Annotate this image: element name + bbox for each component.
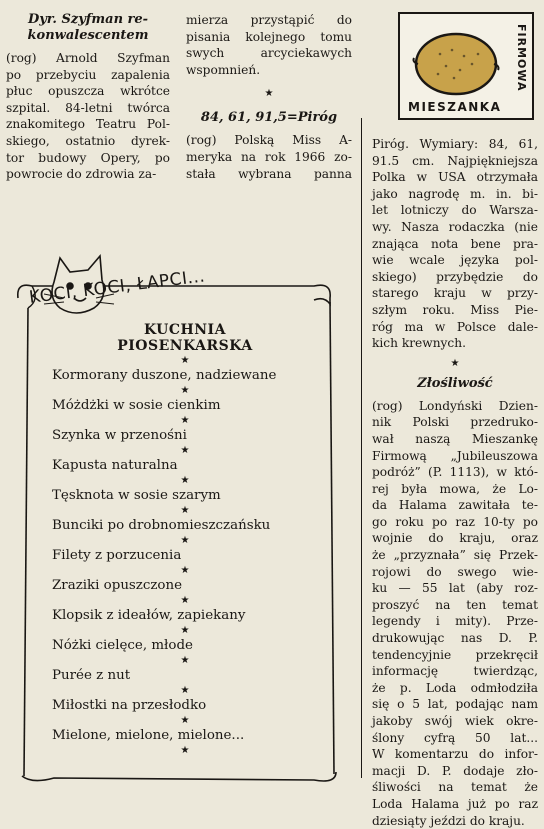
article-szyfman-body xyxy=(6,50,170,183)
text-line: skiego) przybędzie do xyxy=(372,269,538,284)
text-line: ślony cyfrą 50 lat... xyxy=(372,730,538,745)
text-line: róg ma w Polsce dale- xyxy=(372,319,538,334)
text-line: pisania kolejnego tomu xyxy=(186,29,352,44)
text-line: go roku po raz 10-ty po xyxy=(372,514,538,529)
menu-title: KUCHNIA PIOSENKARSKA xyxy=(117,322,253,354)
article-pierog-continued xyxy=(372,136,538,352)
text-line: powrocie do zdrowia za- xyxy=(6,167,157,182)
separator-star: ★ xyxy=(450,357,460,369)
text-line: Piróg. Wymiary: 84, 61, xyxy=(372,137,538,151)
text-line: mierza przystąpić do xyxy=(186,13,352,27)
menu-star: ★ xyxy=(180,445,190,456)
text-line: stała wybrana panna xyxy=(186,166,352,181)
text-line: swych arcyciekawych xyxy=(186,46,352,61)
menu-item: Bunciki po drobnomieszczańsku xyxy=(52,518,271,533)
menu-kuchnia-piosenkarska xyxy=(40,322,330,757)
text-line: szłym roku. Miss Pie- xyxy=(372,302,538,317)
menu-star: ★ xyxy=(180,505,190,516)
column-rule xyxy=(361,118,362,778)
text-line: let lotniczy do Warsza- xyxy=(372,203,538,218)
article-zlosliwosc-body xyxy=(372,398,538,829)
text-line: płuc opuszcza wkrótce xyxy=(6,84,170,99)
text-line: podróż” (P. 1113), w któ- xyxy=(372,465,538,480)
text-line: kich krewnych. xyxy=(372,336,466,351)
text-line: 91.5 cm. Najpiękniejsza xyxy=(372,153,538,168)
text-line: (rog) Londyński Dzien- xyxy=(372,398,538,413)
text-line: macji D. P. dodaje zło- xyxy=(372,763,538,778)
text-line: informację twierdząc, xyxy=(372,664,538,679)
menu-star: ★ xyxy=(180,745,190,756)
article-column-3 xyxy=(372,136,538,829)
text-line: Polka w USA otrzymała xyxy=(372,170,538,185)
text-line: jakoby swój wiek okre- xyxy=(372,714,538,728)
text-line: że „przyznała” się Przek- xyxy=(372,548,538,563)
menu-star: ★ xyxy=(180,715,190,726)
text-line: (rog) Arnold Szyfman xyxy=(6,51,170,65)
text-line: po przebyciu zapalenia xyxy=(6,67,170,82)
menu-star: ★ xyxy=(180,625,190,636)
text-line: rej była mowa, że Lo- xyxy=(372,481,538,496)
article-szyfman-continued xyxy=(186,12,352,78)
text-line: się o 5 lat, podając nam xyxy=(372,697,538,712)
text-line: Firmową „Jubileuszowa xyxy=(372,448,538,463)
text-line: wy. Nasza rodaczka (nie xyxy=(372,219,538,234)
article-szyfman xyxy=(6,12,170,183)
text-line: ku — 55 lat (aby roz- xyxy=(372,581,538,596)
separator-star: ★ xyxy=(264,88,274,100)
menu-item: Filety z porzucenia xyxy=(52,548,182,563)
text-line: wał naszą Mieszankę xyxy=(372,431,538,446)
menu-item: Nóżki cielęce, młode xyxy=(52,638,193,653)
menu-star: ★ xyxy=(180,355,190,366)
headline-szyfman: Dyr. Szyfman re- konwalescentem xyxy=(27,12,149,43)
text-line: (rog) Polską Miss A- xyxy=(186,133,352,148)
menu-item: Miłostki na przesłodko xyxy=(52,698,207,713)
menu-star: ★ xyxy=(180,685,190,696)
text-line: proszyć na ten temat xyxy=(372,597,538,612)
text-line: drukowując nas D. P. xyxy=(372,631,538,646)
text-line: W komentarzu do infor- xyxy=(372,747,538,762)
menu-item: Tęsknota w sosie szarym xyxy=(52,488,221,503)
logo-word-mieszanka: MIESZANKA xyxy=(408,100,502,114)
text-line: śliwości na temat że xyxy=(372,780,538,795)
menu-star: ★ xyxy=(180,415,190,426)
text-line: znająca nota bene pra- xyxy=(372,236,538,251)
menu-item: Kapusta naturalna xyxy=(52,458,178,473)
text-line: szpital. 84-letni twórca xyxy=(6,100,170,115)
headline-zlosliwosc: Złośliwość xyxy=(417,375,493,391)
menu-item: Purée z nut xyxy=(52,668,131,683)
article-column-2 xyxy=(186,12,352,182)
logo-word-firmowa: FIRMOWA xyxy=(515,24,528,92)
text-line: wojnie do kraju, oraz xyxy=(372,531,538,546)
text-line: meryka na rok 1966 zo- xyxy=(186,149,352,164)
text-line: jako nagrodę m. in. bi- xyxy=(372,186,538,201)
text-line: skiego, ostatnio dyrek- xyxy=(6,133,170,148)
menu-item: Szynka w przenośni xyxy=(52,428,187,443)
menu-star: ★ xyxy=(180,385,190,396)
text-line: tor budowy Opery, po xyxy=(6,150,170,165)
menu-item: Zraziki opuszczone xyxy=(52,578,183,593)
menu-items xyxy=(40,354,330,757)
text-line: Loda Halama już po raz xyxy=(372,796,538,811)
menu-star: ★ xyxy=(180,655,190,666)
menu-item: Kormorany duszone, nadziewane xyxy=(52,368,277,383)
text-line: wie wcale języka pol- xyxy=(372,253,538,268)
menu-star: ★ xyxy=(180,535,190,546)
text-line: rojowi do swego wie- xyxy=(372,564,538,579)
text-line: dziesiąty jeździ do kraju. xyxy=(372,813,525,828)
text-line: wspomnień. xyxy=(186,62,261,77)
article-pierog-body xyxy=(186,132,352,182)
menu-star: ★ xyxy=(180,565,190,576)
headline-pierog: 84, 61, 91,5=Piróg xyxy=(200,110,338,126)
menu-star: ★ xyxy=(180,475,190,486)
menu-item: Klopsik z ideałów, zapiekany xyxy=(52,608,246,623)
mieszanka-firmowa-logo xyxy=(398,12,534,120)
text-line: znakomitego Teatru Pol- xyxy=(6,117,170,132)
text-line: nik Polski przedruko- xyxy=(372,415,538,430)
text-line: że p. Loda odmłodziła xyxy=(372,680,538,695)
text-line: tendencyjnie przekręcił xyxy=(372,647,538,662)
text-line: legendy i mity). Prze- xyxy=(372,614,538,629)
text-line: da Halama zawitała te- xyxy=(372,498,538,513)
menu-item: Mielone, mielone, mielone... xyxy=(52,728,245,743)
handwritten-caption: KOCI, KOCI, ŁAPCI... xyxy=(28,266,207,308)
text-line: starego kraju w przy- xyxy=(372,286,538,301)
menu-star: ★ xyxy=(180,595,190,606)
menu-item: Móżdżki w sosie cienkim xyxy=(52,398,221,413)
